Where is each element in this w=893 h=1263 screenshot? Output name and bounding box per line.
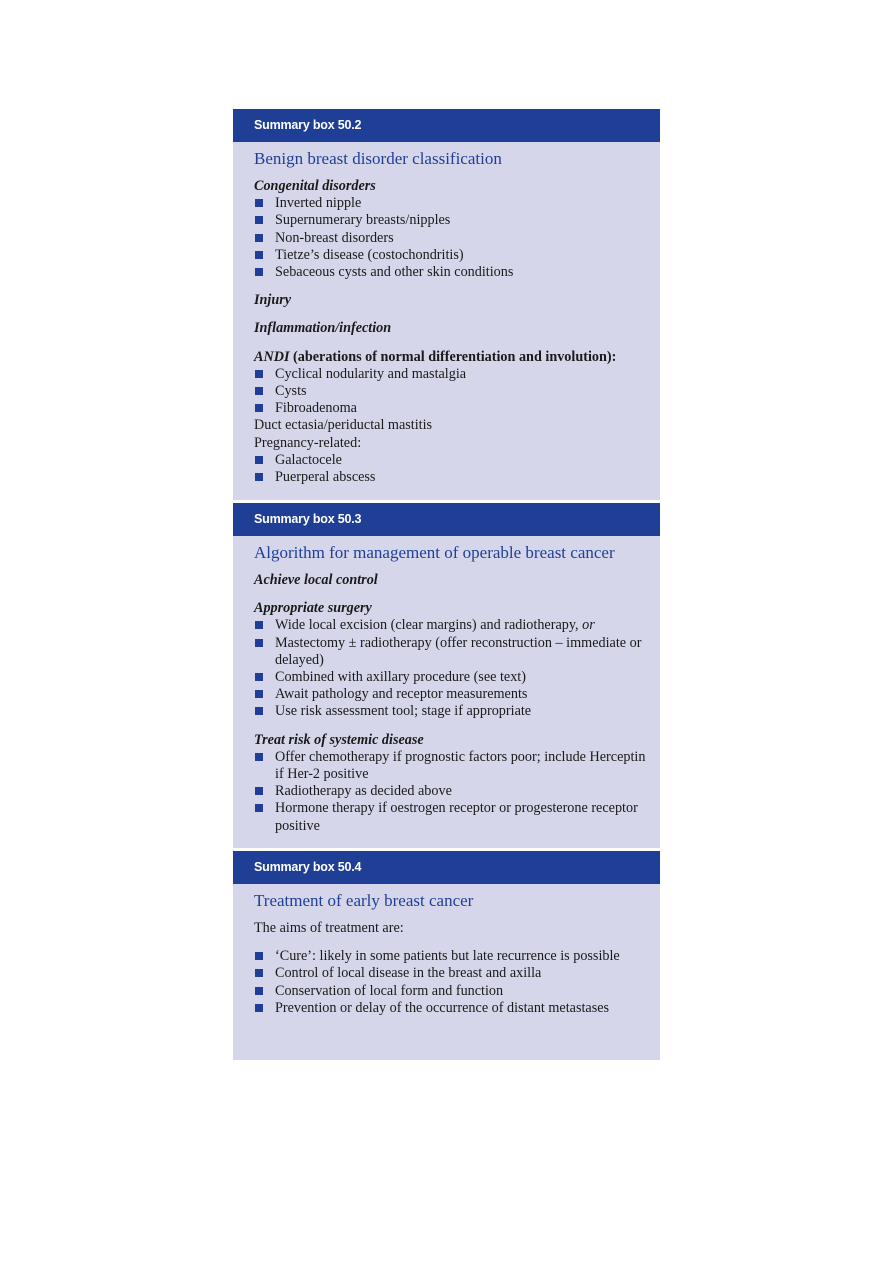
pregnancy-list — [254, 452, 650, 486]
list-item: Offer chemotherapy if prognostic factors poor; include Herceptin if Her-2 positive — [254, 749, 650, 783]
list-item-text: Wide local excision (clear margins) and radiotherapy, — [275, 617, 583, 634]
aims-list — [254, 948, 650, 1017]
list-item-or: or — [582, 617, 595, 634]
box-header: Summary box 50.4 — [233, 851, 660, 884]
list-item: Non-breast disorders — [254, 230, 650, 247]
surgery-section — [254, 600, 650, 720]
list-item: Supernumerary breasts/nipples — [254, 212, 650, 229]
duct-ectasia-text: Duct ectasia/periductal mastitis — [254, 417, 433, 434]
list-item: Control of local disease in the breast and axilla — [254, 965, 650, 982]
congenital-list — [254, 195, 650, 281]
list-item: Mastectomy ± radiotherapy (offer reconstruction – immediate or delayed) — [254, 635, 650, 669]
list-item: Galactocele — [254, 452, 650, 469]
list-item: Await pathology and receptor measurements — [254, 686, 650, 703]
box-header: Summary box 50.3 — [233, 503, 660, 536]
list-item: Inverted nipple — [254, 195, 650, 212]
list-item: Conservation of local form and function — [254, 983, 650, 1000]
box-title: Benign breast disorder classification — [254, 149, 502, 168]
systemic-list — [254, 749, 650, 835]
section-title-andi — [254, 349, 650, 366]
list-item: Radiotherapy as decided above — [254, 783, 650, 800]
summary-box-50-2 — [233, 109, 660, 500]
box-title: Treatment of early breast cancer — [254, 891, 474, 910]
list-item: Fibroadenoma — [254, 400, 650, 417]
section-title-surgery: Appropriate surgery — [254, 600, 372, 617]
section-title-injury: Injury — [254, 292, 292, 309]
andi-abbr: ANDI — [254, 348, 290, 365]
congenital-section — [254, 178, 650, 281]
systemic-section — [254, 732, 650, 835]
box-title: Algorithm for management of operable breast cancer — [254, 543, 615, 562]
andi-description: (aberations of normal differentiation and involution): — [289, 348, 617, 365]
list-item: Puerperal abscess — [254, 469, 650, 486]
andi-section — [254, 349, 650, 487]
surgery-list — [254, 617, 650, 720]
list-item: Cyclical nodularity and mastalgia — [254, 366, 650, 383]
section-title-systemic: Treat risk of systemic disease — [254, 731, 424, 748]
list-item: ‘Cure’: likely in some patients but late recurrence is possible — [254, 948, 650, 965]
box-header: Summary box 50.2 — [233, 109, 660, 142]
pregnancy-title: Pregnancy-related: — [254, 434, 362, 451]
summary-box-50-3 — [233, 503, 660, 848]
list-item — [254, 617, 650, 634]
list-item: Prevention or delay of the occurrence of distant metastases — [254, 1000, 650, 1017]
andi-list — [254, 366, 650, 418]
list-item: Use risk assessment tool; stage if appropriate — [254, 703, 650, 720]
section-title: Congenital disorders — [254, 178, 376, 194]
list-item: Sebaceous cysts and other skin conditions — [254, 264, 650, 281]
list-item: Hormone therapy if oestrogen receptor or progesterone receptor positive — [254, 800, 650, 834]
section-title-local-control: Achieve local control — [254, 572, 378, 588]
intro-text: The aims of treatment are: — [254, 920, 404, 936]
list-item: Cysts — [254, 383, 650, 400]
section-title-inflammation: Inflammation/infection — [254, 320, 392, 337]
list-item: Tietze’s disease (costochondritis) — [254, 247, 650, 264]
list-item: Combined with axillary procedure (see text) — [254, 669, 650, 686]
summary-box-50-4 — [233, 851, 660, 1060]
